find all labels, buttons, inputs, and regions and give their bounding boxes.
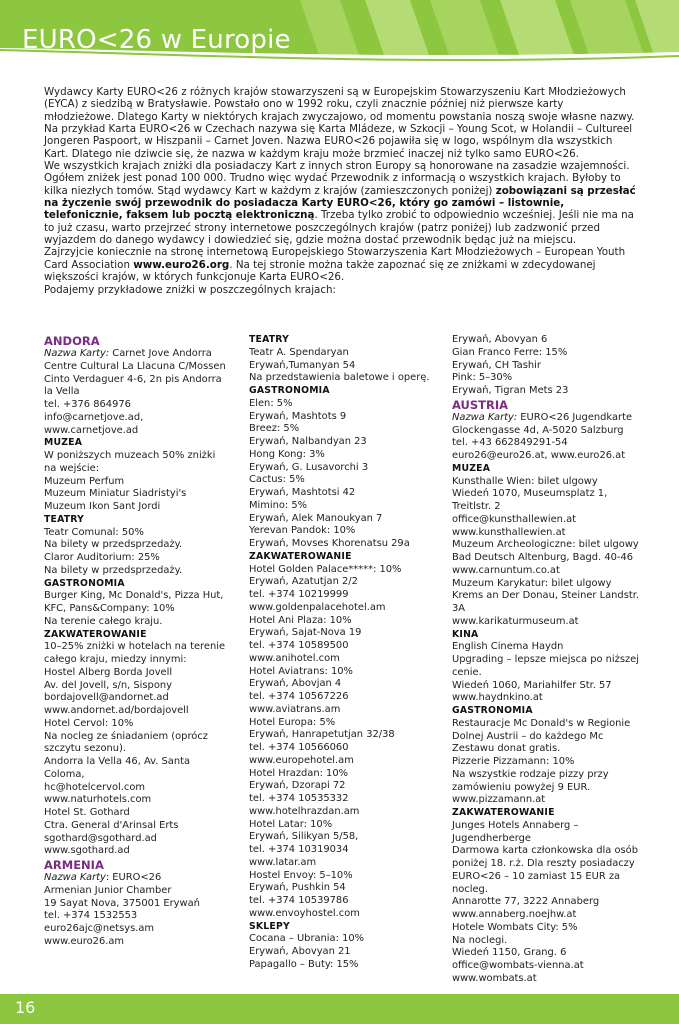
card-name-value: Carnet Jove Andorra xyxy=(109,348,212,359)
list-item: Erywań, Silikyan 5/58, xyxy=(249,831,359,843)
list-item: Erywań, G. Lusavorchi 3 xyxy=(249,461,369,473)
list-item: Muzeum Perfum xyxy=(44,475,125,487)
list-item: Hotel Latar: 10% xyxy=(249,818,333,830)
armenia-sklepy-cont xyxy=(452,334,642,398)
list-item: www.annaberg.noejhw.at xyxy=(452,909,577,920)
list-item: Erywań, Abovyan 6 xyxy=(452,334,548,345)
list-item: Darmowa karta członkowska dla osób poniżej 18. r.ż. Dla reszty posiadaczy EURO<26 – 10 zamiast 15 EUR za nocleg. xyxy=(452,845,638,895)
list-item: Hong Kong: 3% xyxy=(249,448,325,460)
intro-p3-text-end: . Na tej stronie można także zapoznać się ze zniżkami w zdecydowanej większości krajów, w których funkcjonuje Karta EURO<26. xyxy=(44,258,596,284)
list-item: Hostel Envoy: 5–10% xyxy=(249,869,353,881)
list-item: Erywań, Pushkin 54 xyxy=(249,882,346,894)
list-item: www.kunsthallewien.at xyxy=(452,526,566,538)
list-item: www.karikaturmuseum.at xyxy=(452,615,579,627)
list-item: Erywań, Abovjan 4 xyxy=(249,678,342,690)
list-item: www.aviatrans.am xyxy=(249,703,341,715)
list-item: www.hotelhrazdan.am xyxy=(249,805,360,817)
list-item: Ctra. General d'Arinsal Erts xyxy=(44,819,179,831)
intro-text xyxy=(44,86,636,296)
page-title: EURO<26 w Europie xyxy=(22,25,291,55)
list-item: Erywań, Azatutjan 2/2 xyxy=(249,576,358,588)
list-item: Erywań, Tigran Mets 23 xyxy=(452,385,569,396)
card-name-value: : EURO<26 xyxy=(105,872,162,883)
list-item: office@kunsthallewien.at xyxy=(452,513,577,525)
list-item: Centre Cultural La Llacuna C/Mossen xyxy=(44,360,226,372)
list-item: Erywań, Sajat-Nova 19 xyxy=(249,627,362,639)
armenia-sklepy xyxy=(249,933,434,971)
list-item: Pink: 5–30% xyxy=(452,372,513,384)
list-item: bordajovell@andornet.ad xyxy=(44,692,169,704)
list-item: Hotel Hrazdan: 10% xyxy=(249,767,349,779)
country-heading-austria: AUSTRIA xyxy=(452,397,509,412)
list-item: tel. +374 10566060 xyxy=(249,742,349,753)
list-item: Na noclegi. xyxy=(452,934,508,946)
list-item: sgothard@sgothard.ad xyxy=(44,832,157,844)
austria-muzea xyxy=(452,476,642,629)
intro-p2-bold: zobowiązani są przesłać na życzenie swój przewodnik do posiadacza Karty EURO<26, który go zamówi – listownie, telefonicznie, faksem lub pocztą elektroniczną xyxy=(44,184,636,222)
section-heading-muzea: MUZEA xyxy=(44,437,83,449)
list-item: Cinto Verdaguer 4-6, 2n pis Andorra la Vella xyxy=(44,373,222,398)
country-heading-andora: ANDORA xyxy=(44,334,100,348)
list-item: www.europehotel.am xyxy=(249,754,354,766)
list-item: Erywań, Movses Khorenatsu 29a xyxy=(249,538,410,549)
list-item: Erywań, Alek Manoukyan 7 xyxy=(249,512,383,524)
andora-contact xyxy=(44,361,229,438)
austria-kina xyxy=(452,641,642,705)
list-item: Gian Franco Ferre: 15% xyxy=(452,346,568,358)
column-1 xyxy=(44,334,229,949)
list-item: www.haydnkino.at xyxy=(452,692,543,704)
intro-paragraph-1: Wydawcy Karty EURO<26 z różnych krajów stowarzyszeni są w Europejskim Stowarzyszeniu Kart Młodzieżowych (EYCA) z siedzibą w Bratysławie. Powstało ono w 1992 roku, czyli znacznie później niż pierwsze karty młodzieżowe. Dlatego Karty w niektórych krajach zwyczajowo, od momentu powstania noszą swoje własne nazwy. Na przykład Karta EURO<26 w Czechach nazywa się Karta Mládeze, w Szkocji – Young Scot, w Holandii – Cultureel Jongeren Paspoort, w Hiszpanii – Carnet Joven. Nazwa EURO<26 pojawiła się w logo, wspólnym dla wszystkich Kart. Dlatego nie dziwcie się, że nazwa w każdym kraju może brzmieć inaczej niż tylko samo EURO<26. xyxy=(44,86,635,160)
list-item: Annarotte 77, 3222 Annaberg xyxy=(452,896,600,908)
intro-paragraph-3 xyxy=(44,246,636,283)
list-item: Hotel Golden Palace*****: 10% xyxy=(249,563,402,575)
intro-p3-text: Zajrzyjcie koniecznie na stronę internetową Europejskiego Stowarzyszenia Kart Młodzieżowych – European Youth Card Association xyxy=(44,246,626,271)
section-heading-zakwaterowanie: ZAKWATEROWANIE xyxy=(249,550,352,562)
intro-paragraph-2 xyxy=(44,160,636,246)
list-item: Kunsthalle Wien: bilet ulgowy xyxy=(452,475,598,487)
list-item: www.anihotel.com xyxy=(249,652,340,664)
card-name-line xyxy=(44,872,229,885)
list-item: Erywań, Nalbandyan 23 xyxy=(249,436,367,447)
list-item: Na bilety w przedsprzedaży. xyxy=(44,564,183,576)
list-item: Pizzerie Pizzamann: 10% xyxy=(452,756,575,767)
list-item: Hotele Wombats City: 5% xyxy=(452,921,578,933)
list-item: euro26@euro26.at, www.euro26.at xyxy=(452,450,626,461)
list-item: hc@hotelcervol.com xyxy=(44,781,145,793)
list-item: www.andornet.ad/bordajovell xyxy=(44,705,189,716)
column-2 xyxy=(249,334,434,972)
list-item: office@wombats-vienna.at xyxy=(452,960,584,971)
armenia-contact xyxy=(44,885,229,949)
list-item: Glockengasse 4d, A-5020 Salzburg xyxy=(452,424,624,436)
list-item: www.latar.am xyxy=(249,856,317,868)
list-item: Yerevan Pandok: 10% xyxy=(249,525,356,537)
page-number: 16 xyxy=(15,998,36,1017)
card-name-label: Nazwa Karty xyxy=(44,872,106,883)
list-item: 10–25% zniżki w hotelach na terenie całego kraju, miedzy innymi: xyxy=(44,641,226,665)
eyca-link[interactable]: www.euro26.org xyxy=(133,258,230,271)
card-name-value: EURO<26 Jugendkarte xyxy=(517,411,633,423)
section-heading-kina: KINA xyxy=(452,628,479,640)
list-item: Hotel Ani Plaza: 10% xyxy=(249,614,352,626)
section-heading-gastronomia: GASTRONOMIA xyxy=(44,577,125,589)
list-item: Krems an Der Donau, Steiner Landstr. 3A xyxy=(452,590,639,614)
section-heading-gastronomia: GASTRONOMIA xyxy=(452,705,533,716)
list-item: www.euro26.am xyxy=(44,935,125,947)
list-item: Muzeum Karykatur: bilet ulgowy xyxy=(452,577,612,589)
list-item: Hotel Europa: 5% xyxy=(249,716,336,728)
list-item: Erywań, Dzorapi 72 xyxy=(249,780,346,792)
page-footer xyxy=(0,994,679,1024)
intro-p2-text-end: . Trzeba tylko zrobić to odpowiednio wcześniej. Jeśli nie ma na to już czasu, warto przejrzeć strony internetowe poszczególnych krajów (patrz poniżej) lub zadzwonić przed wyjazdem do danego wydawcy i dowiedzieć się, gdzie można dostać przewodnik będąc już na miejscu. xyxy=(44,209,634,247)
section-heading-teatry: TEATRY xyxy=(44,513,85,525)
list-item: Wiedeń 1060, Mariahilfer Str. 57 xyxy=(452,679,612,691)
list-item: Papagallo – Buty: 15% xyxy=(249,958,359,970)
list-item: www.envoyhostel.com xyxy=(249,907,360,919)
list-item: Erywań,Tumanyan 54 xyxy=(249,359,356,371)
list-item: Muzeum Ikon Sant Jordi xyxy=(44,501,161,512)
armenia-teatry xyxy=(249,347,434,385)
list-item: Erywań, Hanrapetutjan 32/38 xyxy=(249,729,395,741)
list-item: info@carnetjove.ad, www.carnetjove.ad xyxy=(44,411,144,436)
list-item: tel. +374 10319034 xyxy=(249,844,349,855)
list-item: Hotel Aviatrans: 10% xyxy=(249,665,353,677)
list-item: tel. +374 1532553 xyxy=(44,910,138,922)
list-item: Wiedeń 1070, Museumsplatz 1, Treitlstr. 2 xyxy=(452,488,608,512)
list-item: tel. +374 10589500 xyxy=(249,640,349,651)
list-item: Erywań, Abovyan 21 xyxy=(249,946,351,957)
list-item: Hostel Alberg Borda Jovell xyxy=(44,666,173,678)
list-item: www.naturhotels.com xyxy=(44,794,152,806)
country-heading-armenia: ARMENIA xyxy=(44,858,104,872)
list-item: Erywań, CH Tashir xyxy=(452,359,541,371)
list-item: Muzeum Archeologiczne: bilet ulgowy xyxy=(452,539,639,551)
list-item: Teatr Comunal: 50% xyxy=(44,526,144,538)
list-item: Armenian Junior Chamber xyxy=(44,884,172,896)
intro-p2-text: We wszystkich krajach zniżki dla posiadaczy Kart z innych stron Europy są honorowane na zasadzie wzajemności. Ogółem zniżek jest ponad 100 000. Trudno więc wydać Przewodnik z informacją o wszystkich krajach. Byłoby to kilka niezłych tomów. Stąd wydawcy Kart w każdym z krajów (zamieszczonych poniżej) xyxy=(44,160,630,197)
armenia-zakwaterowanie xyxy=(249,564,434,921)
list-item: Elen: 5% xyxy=(249,397,293,409)
list-item: Na bilety w przedsprzedaży. xyxy=(44,539,183,551)
list-item: tel. +374 10535332 xyxy=(249,793,349,804)
section-heading-zakwaterowanie: ZAKWATEROWANIE xyxy=(452,807,555,818)
list-item: Teatr A. Spendaryan xyxy=(249,346,349,358)
list-item: www.goldenpalacehotel.am xyxy=(249,601,386,613)
list-item: Erywań, Mashtotsi 42 xyxy=(249,487,356,498)
andora-gastronomia xyxy=(44,590,229,628)
list-item: tel. +376 864976 xyxy=(44,399,131,410)
list-item: tel. +43 662849291-54 xyxy=(452,437,568,449)
page-header xyxy=(0,0,679,68)
card-name-line xyxy=(452,412,642,425)
section-heading-sklepy: SKLEPY xyxy=(249,920,290,932)
list-item: Claror Auditorium: 25% xyxy=(44,552,160,563)
card-name-label: Nazwa Karty: xyxy=(44,348,110,359)
list-item: Upgrading – lepsze miejsca po niższej cenie. xyxy=(452,654,639,678)
list-item: Breez: 5% xyxy=(249,423,300,435)
list-item: www.sgothard.ad xyxy=(44,845,130,857)
austria-zakwaterowanie xyxy=(452,820,642,986)
list-item: www.carnuntum.co.at xyxy=(452,564,560,576)
section-heading-zakwaterowanie: ZAKWATEROWANIE xyxy=(44,628,147,640)
list-item: Na przedstawienia baletowe i operę. xyxy=(249,372,430,384)
list-item: euro26ajc@netsys.am xyxy=(44,923,155,934)
list-item: tel. +374 10219999 xyxy=(249,589,349,600)
list-item: Hotel Cervol: 10% xyxy=(44,717,134,729)
andora-zakwaterowanie xyxy=(44,641,229,858)
list-item: Wiedeń 1150, Grang. 6 xyxy=(452,947,567,959)
list-item: W poniższych muzeach 50% zniżki na wejście: xyxy=(44,450,216,474)
andora-muzea xyxy=(44,450,229,514)
list-item: Na wszystkie rodzaje pizzy przy zamówieniu powyżej 9 EUR. xyxy=(452,768,609,793)
list-item: www.wombats.at xyxy=(452,972,537,984)
list-item: Burger King, Mc Donald's, Pizza Hut, KFC, Pans&Company: 10% xyxy=(44,590,224,614)
list-item: Na terenie całego kraju. xyxy=(44,615,163,627)
list-item: www.pizzamann.at xyxy=(452,794,546,806)
list-item: Erywań, Mashtots 9 xyxy=(249,410,347,422)
section-heading-muzea: MUZEA xyxy=(452,462,491,474)
list-item: Mimino: 5% xyxy=(249,499,308,511)
list-item: Bad Deutsch Altenburg, Bagd. 40-46 xyxy=(452,552,634,563)
intro-paragraph-4: Podajemy przykładowe zniżki w poszczególnych krajach: xyxy=(44,283,337,296)
list-item: Muzeum Miniatur Siadristyi's xyxy=(44,488,187,500)
list-item: Cocana – Ubrania: 10% xyxy=(249,933,365,945)
card-name-label: Nazwa Karty: xyxy=(452,411,518,423)
card-name-line xyxy=(44,348,229,361)
austria-gastronomia xyxy=(452,718,642,807)
section-heading-gastronomia: GASTRONOMIA xyxy=(249,385,330,396)
list-item: English Cinema Haydn xyxy=(452,641,564,653)
armenia-gastronomia xyxy=(249,398,434,551)
list-item: Av. del Jovell, s/n, Sispony xyxy=(44,679,172,691)
section-heading-teatry: TEATRY xyxy=(249,334,290,345)
andora-teatry xyxy=(44,527,229,578)
list-item: 19 Sayat Nova, 375001 Erywań xyxy=(44,897,200,909)
list-item: Junges Hotels Annaberg – Jugendherberge xyxy=(452,819,579,844)
list-item: Hotel St. Gothard xyxy=(44,807,130,818)
list-item: Andorra la Vella 46, Av. Santa Coloma, xyxy=(44,756,191,780)
list-item: Cactus: 5% xyxy=(249,474,305,486)
austria-contact xyxy=(452,425,642,463)
column-3 xyxy=(452,334,642,986)
list-item: Na nocleg ze śniadaniem (oprócz szczytu sezonu). xyxy=(44,730,208,755)
list-item: tel. +374 10567226 xyxy=(249,691,349,702)
list-item: Restauracje Mc Donald's w Regionie Dolnej Austrii – do każdego Mc Zestawu donat gratis. xyxy=(452,717,631,755)
list-item: tel. +374 10539786 xyxy=(249,895,349,906)
